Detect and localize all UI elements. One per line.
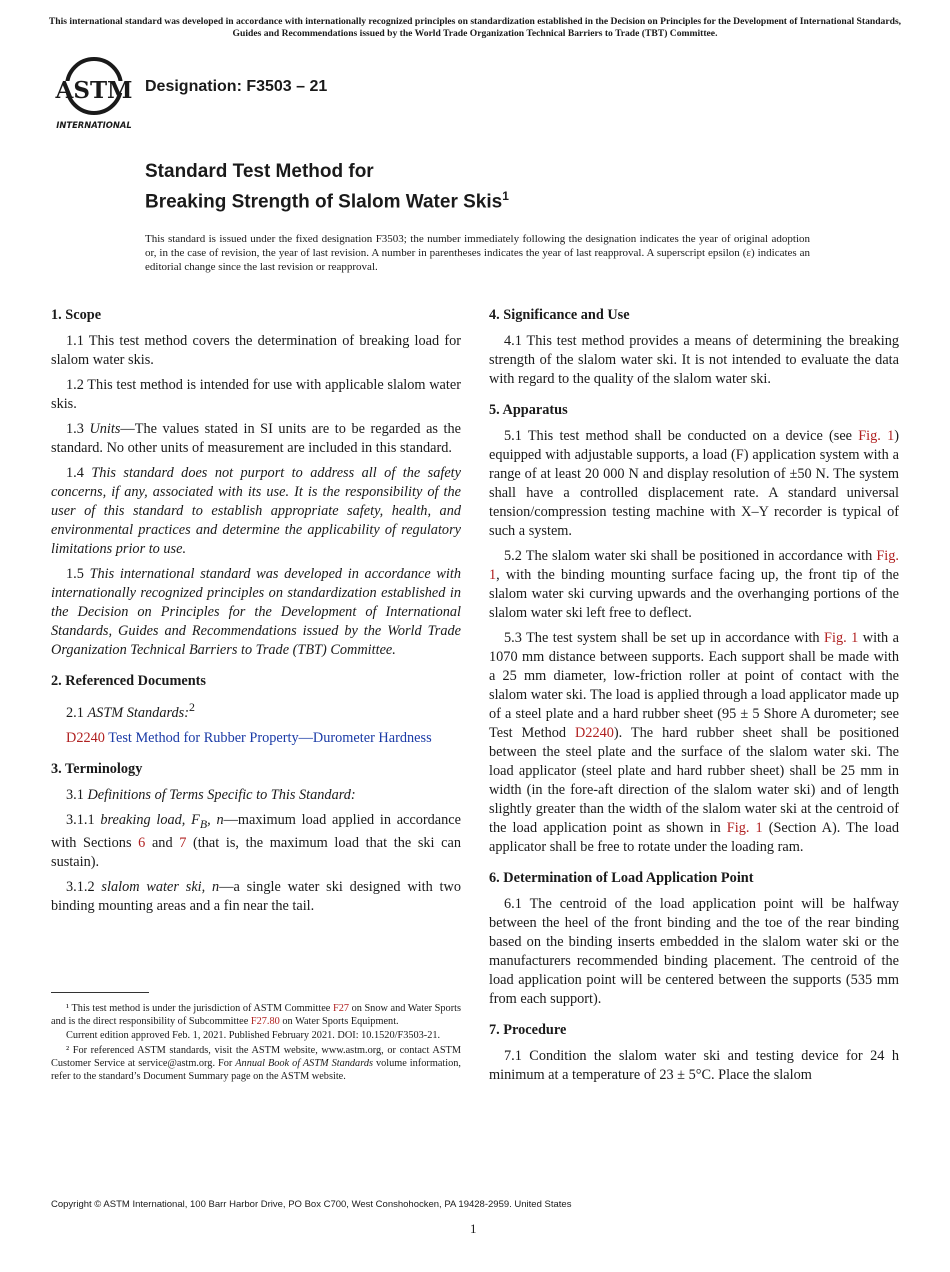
para-3-1-1: 3.1.1 breaking load, $F_B$, n—maximum load applied in accordance with Sections 6 and 7 (that is, the maximum load that the ski can sustain).	[51, 811, 461, 870]
para-1-4: 1.4 This standard does not purport to address all of the safety concerns, if any, associated with its use. It is the responsibility of the user of this standard to establish appropriate safety, health, and environmental practices and determine the applicability of regulatory limitations prior to use.	[51, 465, 461, 557]
subcommittee-f27-80-link[interactable]: F27.80	[250, 1016, 280, 1028]
ref-d2240-link[interactable]: D2240	[66, 729, 105, 746]
para-7-1: 7.1 Condition the slalom water ski and testing device for 24 h minimum at a temperature of 23 ± 5°C. Place the slalom	[489, 1048, 899, 1083]
para-1-3: 1.3 Units—The values stated in SI units are to be regarded as the standard. No other units of measurement are included in this standard.	[51, 421, 462, 456]
astm-logo	[52, 56, 136, 132]
footnote-2: ² For referenced ASTM standards, visit the ASTM website, www.astm.org, or contact ASTM Customer Service at service@astm.org. For Annual Book of ASTM Standards volume information, refer to the standard’s Document Summary page on the ASTM website.	[51, 1044, 461, 1083]
committee-f27-link[interactable]: F27	[332, 1003, 349, 1014]
para-5-3: 5.3 The test system shall be set up in accordance with Fig. 1 with a 1070 mm distance between supports. Each support shall be made with a 25 mm diameter, low-friction roller at point of contact with the slalom water ski. The load is applied through a load applicator made up of a steel plate and a hard rubber sheet (95 ± 5 Shore A durometer; see Test Method D2240). The hard rubber sheet shall be positioned between the steel plate and the surface of the slalom water ski. The load applicator (steel plate and hard rubber sheet) shall be 25 mm in width (in the fore-aft direction of the slalom water ski) and of length slightly greater than the width of the slalom water ski at the centroid of the load application point as shown in Fig. 1 (Section A). The load applicator shall be free to rotate under the loading ram.	[489, 630, 900, 855]
logo-text: ASTM	[55, 77, 133, 104]
footnote-rule	[51, 992, 149, 993]
para-5-1: 5.1 This test method shall be conducted on a device (see Fig. 1) equipped with adjustable supports, a load (F) application system with a range of at least 20 000 N and display resolution of ±50 N. The system shall have a controlled displacement rate. A standard universal tension/compression testing machine with X–Y recorder is typical of such a system.	[489, 428, 899, 539]
copyright-notice: Copyright © ASTM International, 100 Barr Harbor Drive, PO Box C700, West Conshohocken, PA 19428-2959. United States	[51, 1199, 572, 1210]
fig-1-link[interactable]: Fig. 1	[726, 820, 763, 836]
section-3-heading: 3. Terminology	[51, 760, 143, 777]
ref-d2240-link[interactable]: D2240	[574, 725, 614, 741]
para-1-1: 1.1 This test method covers the determination of breaking load for slalom water skis.	[51, 333, 461, 368]
para-3-1-2: 3.1.2 slalom water ski, n—a single water ski designed with two binding mounting areas and a fin near the tail.	[51, 878, 462, 914]
section-7-link[interactable]: 7	[179, 834, 187, 851]
para-6-1: 6.1 The centroid of the load application point will be halfway between the heel of the front binding and the toe of the rear binding based on the binding inserts embedded in the slalom water ski or the manufacturers recommended binding placement. The centroid of the load application point will be centered between the supports (535 mm from each support).	[489, 896, 899, 1007]
para-5-2: 5.2 The slalom water ski shall be positioned in accordance with Fig. 1, with the binding mounting surface facing up, the front tip of the slalom water ski curving upwards and the overhanging portions of the slalom water ski left free to deflect.	[489, 548, 899, 621]
referenced-doc-d2240	[66, 729, 461, 748]
para-1-2: 1.2 This test method is intended for use with applicable slalom water skis.	[51, 377, 461, 412]
footnotes	[51, 1002, 461, 1084]
section-2-heading: 2. Referenced Documents	[51, 673, 206, 689]
fig-1-link[interactable]: Fig. 1	[858, 428, 895, 444]
logo-subtext: INTERNATIONAL	[56, 120, 132, 130]
page-number: 1	[470, 1221, 477, 1236]
section-4-heading: 4. Significance and Use	[489, 307, 630, 323]
footnote-1-edition: Current edition approved Feb. 1, 2021. Published February 2021. DOI: 10.1520/F3503-21.	[66, 1030, 441, 1042]
title-footnote-mark: 1	[502, 189, 509, 203]
issue-note: This standard is issued under the fixed designation F3503; the number immediately following the designation indicates the year of original adoption or, in the case of revision, the year of last revision. A number in parentheses indicates the year of last reapproval. A superscript epsilon (ε) indicates an editorial change since the last revision or reapproval.	[145, 233, 810, 274]
title-line-2: Breaking Strength of Slalom Water Skis	[145, 191, 503, 213]
fig-1-link[interactable]: Fig. 1	[824, 630, 859, 646]
document-title	[145, 160, 509, 214]
header-notice: This international standard was developed in accordance with internationally recognized principles on standardization established in the Decision on Principles for the Development of International Standards, Guides and Recommendations issued by the World Trade Organization Technical Barriers to Trade (TBT) Committee.	[48, 16, 902, 39]
section-1-heading: 1. Scope	[51, 307, 102, 323]
section-5-heading: 5. Apparatus	[489, 402, 568, 418]
para-1-5: 1.5 This international standard was developed in accordance with internationally recognized principles on standardization established in the Decision on Principles for the Development of International Standards, Guides and Recommendations issued by the World Trade Organization Technical Barriers to Trade (TBT) Committee.	[51, 566, 462, 658]
ref-d2240-title-link[interactable]: Test Method for Rubber Property—Durometer Hardness	[108, 729, 432, 746]
right-column	[489, 306, 899, 1091]
section-6-heading: 6. Determination of Load Application Point	[489, 870, 754, 886]
para-3-1: 3.1 Definitions of Terms Specific to This Standard:	[66, 786, 356, 803]
designation: Designation: F3503 – 21	[145, 78, 328, 95]
title-line-1: Standard Test Method for	[145, 161, 374, 182]
footnote-1: ¹ This test method is under the jurisdiction of ASTM Committee F27 on Snow and Water Sports and is the direct responsibility of Subcommittee F27.80 on Water Sports Equipment.	[51, 1003, 461, 1028]
fig-1-link[interactable]: Fig. 1	[489, 548, 899, 583]
left-column	[51, 306, 461, 922]
para-4-1: 4.1 This test method provides a means of determining the breaking strength of the slalom water ski. It is not intended to evaluate the data with regard to the quality of the slalom water ski.	[489, 333, 899, 387]
para-2-1: 2.1 ASTM Standards:$^2$	[66, 700, 195, 721]
section-6-link[interactable]: 6	[138, 834, 146, 851]
astm-logo-graphic	[52, 56, 136, 132]
section-7-heading: 7. Procedure	[489, 1022, 567, 1038]
